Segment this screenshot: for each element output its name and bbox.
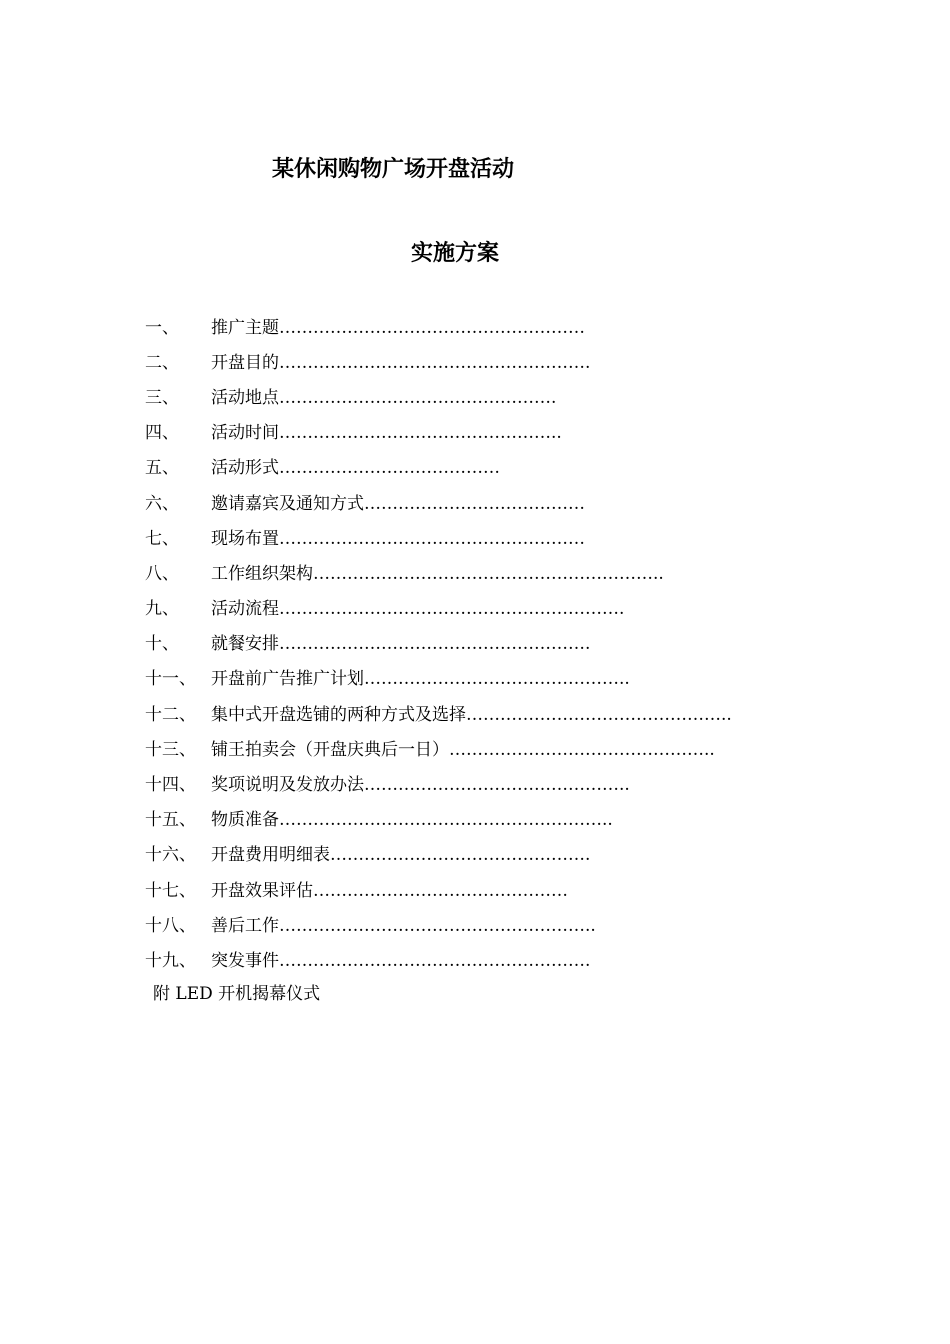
toc-item [145, 767, 905, 802]
table-of-contents [145, 310, 905, 979]
toc-item-leader: ……………………………………… [313, 880, 568, 901]
toc-item-title: 工作组织架构 [211, 563, 313, 584]
toc-item [145, 380, 905, 415]
toc-item-title: 邀请嘉宾及通知方式 [211, 493, 364, 514]
toc-item [145, 838, 905, 873]
toc-item [145, 662, 905, 697]
toc-item-title: 活动时间 [211, 423, 279, 444]
toc-item-leader: ………………………………………………. [279, 634, 591, 655]
document-title: 某休闲购物广场开盘活动 [272, 157, 515, 182]
toc-item-number: 九、 [145, 599, 179, 620]
toc-item [145, 873, 905, 908]
toc-item-leader: ………………………………………….. [279, 423, 562, 444]
toc-item-number: 三、 [145, 387, 179, 408]
toc-item-number: 十六、 [145, 845, 196, 866]
toc-item-number: 十四、 [145, 775, 196, 796]
toc-item [145, 556, 905, 591]
toc-item-title: 物质准备 [211, 810, 279, 831]
toc-item-leader: ……………………………………….. [449, 739, 715, 760]
toc-item-leader: ………………………………………………. [279, 950, 591, 971]
toc-item-number: 十五、 [145, 810, 196, 831]
toc-item [145, 627, 905, 662]
appendix-note: 附 LED 开机揭幕仪式 [153, 984, 321, 1004]
toc-item [145, 416, 905, 451]
toc-item [145, 310, 905, 345]
toc-item-leader: ……………………………………………………. [279, 599, 625, 620]
toc-item-number: 八、 [145, 563, 179, 584]
toc-item-number: 七、 [145, 528, 179, 549]
toc-item-number: 十三、 [145, 739, 196, 760]
toc-item-number: 五、 [145, 458, 179, 479]
toc-item-title: 活动流程 [211, 599, 279, 620]
document-subtitle: 实施方案 [411, 241, 500, 266]
toc-item-title: 奖项说明及发放办法 [211, 775, 364, 796]
toc-item-title: 推广主题 [211, 317, 279, 338]
toc-item-title: 开盘效果评估 [211, 880, 313, 901]
toc-item-leader: ………………………………… [364, 493, 585, 514]
toc-item-number: 四、 [145, 423, 179, 444]
toc-item-title: 活动地点 [211, 387, 279, 408]
toc-item [145, 732, 905, 767]
toc-item-number: 十七、 [145, 880, 196, 901]
toc-item-leader: …………………………………………. [279, 387, 557, 408]
toc-item-leader: ……………………………………………….. [279, 915, 596, 936]
toc-item-leader: ……………………………………….. [364, 669, 630, 690]
toc-item-title: 善后工作 [211, 915, 279, 936]
toc-item [145, 345, 905, 380]
toc-item [145, 908, 905, 943]
toc-item-leader: …………………………………………………….. [313, 563, 664, 584]
toc-item-number: 十二、 [145, 704, 196, 725]
toc-item-number: 十一、 [145, 669, 196, 690]
toc-item [145, 697, 905, 732]
toc-item [145, 486, 905, 521]
toc-item-leader: ………………………………… [279, 458, 500, 479]
toc-item [145, 451, 905, 486]
toc-item [145, 943, 905, 978]
toc-item-leader: ………………………………………. [330, 845, 591, 866]
toc-item-leader: ………………………………………………….. [279, 810, 613, 831]
toc-item-title: 现场布置 [211, 528, 279, 549]
toc-item-leader: ……………………………………….. [466, 704, 732, 725]
toc-item-number: 六、 [145, 493, 179, 514]
toc-item-leader: ………………………………………………. [279, 352, 591, 373]
toc-item-title: 开盘前广告推广计划 [211, 669, 364, 690]
toc-item [145, 592, 905, 627]
toc-item-number: 十九、 [145, 950, 196, 971]
toc-item-title: 开盘费用明细表 [211, 845, 330, 866]
toc-item [145, 803, 905, 838]
toc-item-title: 活动形式 [211, 458, 279, 479]
toc-item-leader: ……………………………………………… [279, 528, 585, 549]
toc-item-number: 二、 [145, 352, 179, 373]
toc-item-number: 一、 [145, 317, 179, 338]
toc-item-leader: ……………………………………………… [279, 317, 585, 338]
toc-item-title: 就餐安排 [211, 634, 279, 655]
toc-item [145, 521, 905, 556]
toc-item-title: 开盘目的 [211, 352, 279, 373]
toc-item-title: 集中式开盘选铺的两种方式及选择 [211, 704, 466, 725]
toc-item-leader: ……………………………………….. [364, 775, 630, 796]
toc-item-title: 铺王拍卖会（开盘庆典后一日） [211, 739, 449, 760]
toc-item-title: 突发事件 [211, 950, 279, 971]
toc-item-number: 十八、 [145, 915, 196, 936]
toc-item-number: 十、 [145, 634, 179, 655]
